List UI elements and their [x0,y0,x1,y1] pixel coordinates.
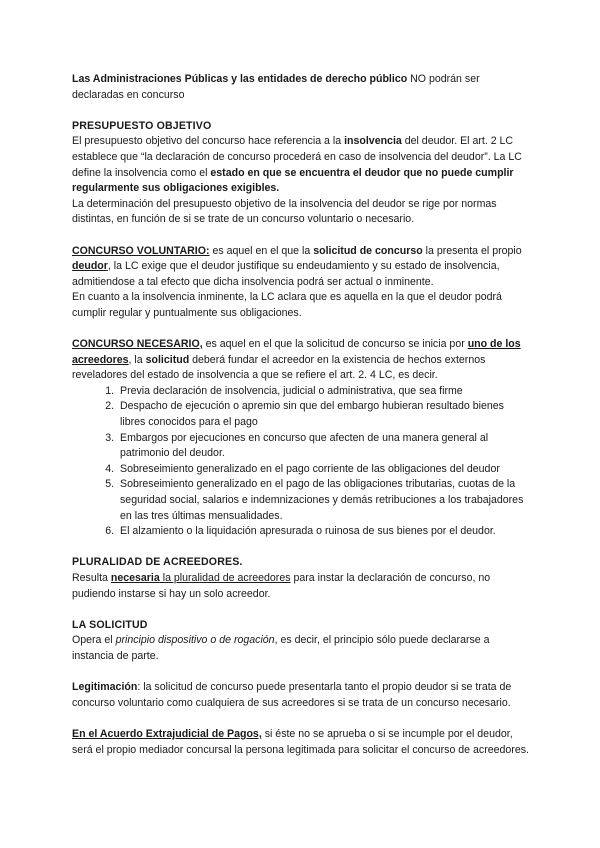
voluntario-text-5: , la LC exige que el deudor justifique su endeudamiento y su estado de insolvencia, admitiendose a tal efecto que dicha insolvencia podrá ser actual o inminente. [72,260,500,288]
pluralidad-necesaria: necesaria [110,572,160,584]
intro-bold: Las Administraciones Públicas y las entidades de derecho público [72,73,408,85]
voluntario-paragraph-2: En cuanto a la insolvencia inminente, la LC aclara que es aquella en la que el deudor podrá cumplir regular y puntualmente sus obligaciones. [72,291,502,319]
objetivo-paragraph-2: La determinación del presupuesto objetivo de la insolvencia del deudor se rige por normas distintas, en función de si se trate de un concurso voluntario o necesario. [72,197,497,226]
heading-presupuesto-objetivo: PRESUPUESTO OBJETIVO [72,119,212,132]
list-item: 4. Sobreseimiento generalizado en el pago corriente de las obligaciones del deudor [117,462,530,478]
necesario-acreedores: uno de los acreedores [72,338,521,366]
necesario-list [72,384,530,540]
legitimacion-text: : la solicitud de concurso puede presentarla tanto el propio deudor si se trata de concurso voluntario como cualquiera de sus acreedores si se trata de un concurso necesario. [72,681,512,709]
necesario-text-1: es aquel en el que la solicitud de concurso se inicia por [202,338,468,351]
pluralidad-underlined: la pluralidad de acreedores [159,572,291,584]
acuerdo-text: si éste no se aprueba o si se incumple por el deudor, será el propio mediador concursal la persona legitimada para solicitar el concurso de acreedores. [72,727,529,756]
solicitud-text-3: , es decir, el principio sólo puede declararse a instancia de parte. [72,634,490,662]
voluntario-text-3: la presenta el propio [422,244,522,257]
objetivo-paragraph-1 [72,134,530,196]
solicitud-paragraph [72,633,530,664]
voluntario-text-1: es aquel en el que la [209,244,314,257]
list-item: 3. Embargos por ejecuciones en concurso que afecten de una manera general al patrimonio del deudor. [117,431,530,462]
necesario-paragraph [72,337,530,384]
legitimacion-label: Legitimación [72,681,138,694]
solicitud-principio: principio dispositivo o de rogación [115,634,275,647]
acuerdo-label: En el Acuerdo Extrajudicial de Pagos, [72,727,262,740]
necesario-text-5: deberá fundar el acreedor en la existencia de hechos externos reveladores del estado de insolvencia a que se refiere el art. 2. 4 LC, es decir. [72,353,486,382]
objetivo-estado: estado en que se encuentra el deudor que no puede cumplir regularmente sus obligaciones exigibles. [72,166,514,195]
voluntario-solicitud: solicitud de concurso [313,244,423,257]
legitimacion-paragraph [72,680,530,711]
objetivo-text-a: El presupuesto objetivo del concurso hace referencia a la [72,135,345,148]
necesario-text-3: , la [128,353,146,366]
pluralidad-text-1: Resulta [72,572,111,584]
pluralidad-paragraph [72,571,530,602]
objetivo-insolvencia: insolvencia [344,135,402,148]
pluralidad-text-4: para instar la declaración de concurso, no pudiendo instarse si hay un solo acreedor. [72,572,491,600]
necesario-solicitud: solicitud [145,353,190,366]
intro-paragraph [72,72,530,103]
list-item: 2. Despacho de ejecución o apremio sin que del embargo hubieran resultado bienes libres conocidos para el pago [117,399,530,430]
objetivo-text-c: del deudor. El art. 2 LC establece que “la declaración de concurso procederá en caso de insolvencia del deudor”. La LC define la insolvencia como el [72,135,522,179]
document-page [72,72,530,758]
heading-concurso-necesario: CONCURSO NECESARIO, [72,338,203,351]
heading-concurso-voluntario: CONCURSO VOLUNTARIO: [72,244,210,257]
solicitud-text-1: Opera el [72,634,116,647]
heading-pluralidad: PLURALIDAD DE ACREEDORES. [72,556,243,569]
voluntario-deudor: deudor [72,260,108,273]
heading-la-solicitud: LA SOLICITUD [72,618,148,631]
list-item: 1. Previa declaración de insolvencia, judicial o administrativa, que sea firme [117,384,530,400]
list-item: 6. El alzamiento o la liquidación apresurada o ruinosa de sus bienes por el deudor. [117,524,530,540]
acuerdo-paragraph [72,727,530,758]
list-item: 5. Sobreseimiento generalizado en el pago de las obligaciones tributarias, cuotas de la seguridad social, salarios e indemnizaciones y demás retribuciones a los trabajadores en las tres últimas mensualidades. [117,477,530,524]
voluntario-paragraph-1 [72,244,530,291]
intro-rest: NO podrán ser declaradas en concurso [72,73,480,101]
